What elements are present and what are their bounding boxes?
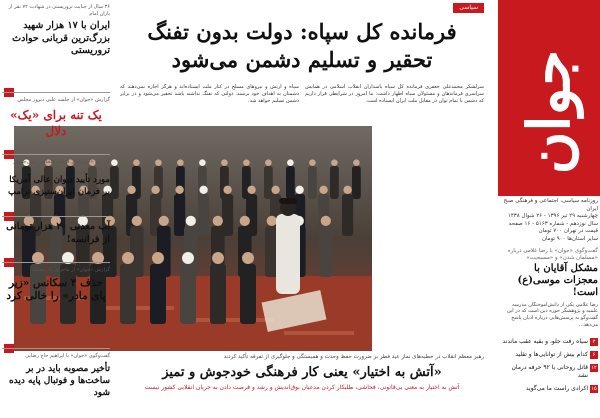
photo-caption: رهبر معظم انقلاب در خطبه‌های نماز عید فطر بر ضرورت حفظ وحدت و همبستگی و جلوگیری از تفرقه تأکید کردند — [223, 354, 484, 360]
story-headline: مورد تأیید دیوان عالی آمریکا بر فرمان ایران‌ستیزی ترامپ — [7, 175, 110, 197]
sidebar-story-6[interactable] — [2, 348, 110, 399]
headline-line: فرمانده کل سپاه: دولت بدون تفنگ — [147, 19, 457, 44]
person-head — [321, 216, 331, 226]
story-kicker: ۳۶ سال از جنایت تروریستی در شهادت ۷۲ نفر از یاران امام — [8, 4, 110, 17]
person-head — [265, 159, 272, 166]
story-headline: آب معدنی ۲۰ هزار تومانی از فرانسه! — [6, 221, 110, 245]
story-kicker: گزارش «جوان» از جلسه علنی دیروز مجلس — [17, 97, 110, 103]
headline-line: تحقیر و تسلیم دشمن می‌شود — [171, 47, 433, 72]
person-figure — [240, 264, 256, 324]
inside-pages-list — [500, 338, 598, 398]
person-head — [127, 186, 135, 194]
person-head — [199, 159, 206, 166]
side-story-kicker: گفت‌وگوی «جوان» با رضا غلامی درباره «مسلمان شدن» و «مسیحیت» — [507, 247, 598, 262]
person-figure — [352, 166, 361, 199]
list-item-text: کدام بیش از توانایی‌ها و تقلید — [515, 351, 588, 358]
person-head — [223, 186, 231, 194]
list-item-text: قاتل روحانی با ۹۲ حرفه درمان نشد — [511, 364, 588, 379]
list-item[interactable] — [500, 364, 598, 380]
sub-headline[interactable]: «آتش به اختیار» یعنی کار فرهنگی خودجوش و تمیز — [162, 365, 442, 380]
list-item[interactable] — [500, 385, 598, 393]
sidebar-story-3[interactable] — [2, 154, 110, 198]
person-head — [243, 159, 250, 166]
sidebar-story-1[interactable] — [2, 4, 110, 58]
date-line: روزنامه سیاسی، اجتماعی و فرهنگی صبح ایران — [503, 198, 598, 212]
person-head — [155, 159, 162, 166]
person-head — [199, 186, 207, 194]
side-story-headline: مشکل آقایان با معجزات موسی(ع) است! — [517, 262, 598, 298]
person-figure — [342, 194, 353, 236]
person-head — [319, 186, 327, 194]
person-head — [309, 159, 316, 166]
section-badge: سیاسی — [453, 3, 484, 13]
left-sidebar — [0, 0, 112, 418]
side-story-body: رضا غلامی یکی از دانش‌آموختگان مدرسه علمیه و پژوهشگر حوزه دین است که در این گفت‌وگو به پرسش‌هایی درباره ادیان پاسخ می‌دهد... — [507, 301, 598, 328]
person-head — [213, 216, 223, 226]
person-head — [132, 216, 142, 226]
person-figure — [308, 166, 317, 199]
person-head — [287, 159, 294, 166]
person-head — [343, 186, 351, 194]
lead-column: سرلشکر محمدعلی جعفری فرمانده کل سپاه پاسداران انقلاب اسلامی در همایش سراسری فرماندهان و مسئولان سپاه اظهار داشت: ما امروز در شرایطی قرار داریم که دشمن با تمام توان در مقابل ملت ایران ایستاده است. — [305, 84, 484, 104]
page-number: ۳ — [590, 338, 598, 346]
main-headline[interactable] — [120, 18, 484, 74]
person-figure — [174, 194, 185, 236]
masthead-logo-block — [498, 0, 600, 196]
story-headline: تأخیر مصوبه باید در بر ساخت‌ها و فوتبال پایه دیده شود — [8, 363, 110, 398]
person-head — [221, 159, 228, 166]
person-head — [122, 252, 134, 264]
story-headline: یک تنه برای «یک» دلال — [10, 107, 102, 138]
person-head — [331, 159, 338, 166]
person-head — [242, 252, 254, 264]
person-head — [186, 216, 196, 226]
price-line: سایر استان‌ها ۹۰۰ تومان — [541, 235, 598, 242]
story-kicker: گزارش «جوان» از فرمان جنجالی رئیس‌جمهور آمریکا — [13, 159, 110, 172]
person-figure — [198, 194, 209, 236]
person-head — [182, 252, 194, 264]
person-figure — [319, 226, 333, 277]
person-head — [177, 159, 184, 166]
list-item[interactable] — [500, 338, 598, 346]
sidebar-story-5[interactable] — [2, 262, 110, 304]
person-head — [353, 159, 360, 166]
issue-line: سال نوزدهم - شماره ۵۱۶۳ - ۱۶ صفحه — [508, 220, 598, 227]
story-kicker: گفت‌وگوی «جوان» با ابراهیم حاج رضایی — [25, 353, 110, 359]
masthead — [494, 0, 600, 418]
page-number: ۱۵ — [591, 386, 597, 392]
person-figure — [210, 264, 226, 324]
lead-text — [120, 84, 484, 120]
person-figure — [120, 264, 136, 324]
person-head — [133, 159, 140, 166]
story-kicker: گزارش «جوان» از ماجرای یک مستند — [32, 267, 110, 273]
page-number: ۱۲ — [591, 365, 597, 371]
lead-column: سپاه و ارتش و نیروهای مسلح در کنار ملت ایستاده‌اند و هرگز اجازه نمی‌دهند که دشمنان به اهداف خود برسند. دولتی که تفنگ نداشته باشد تحقیر می‌شود و در برابر دشمن تسلیم خواهد شد. — [120, 84, 299, 104]
person-head — [267, 216, 277, 226]
page-number: ۶ — [590, 351, 598, 359]
masthead-info — [500, 198, 598, 352]
newspaper-logo: جوان — [515, 49, 583, 175]
list-item[interactable] — [500, 351, 598, 359]
list-item-text: سیاه رفت جلو، و بقیه عقب ماندند — [502, 338, 588, 345]
person-head — [271, 186, 279, 194]
story-headline: ایران با ۱۷ هزار شهید بزرگ‌ترین قربانی حوادث تروریستی — [12, 20, 110, 57]
person-head — [247, 186, 255, 194]
story-headline: حذف ۴ سکانس «زیر پای مادر» را خالی کرد — [6, 276, 106, 303]
date-line: چهارشنبه ۲۹ تیر ۱۳۹۶ - ۲۶ شوال ۱۴۳۸ — [507, 213, 598, 220]
person-figure — [330, 166, 339, 199]
person-head — [295, 186, 303, 194]
person-head — [159, 216, 169, 226]
person-head — [152, 252, 164, 264]
price-line: قیمت در تهران ۷۰۰ تومان — [538, 228, 598, 235]
person-head — [240, 216, 250, 226]
person-figure — [150, 264, 166, 324]
person-head — [111, 159, 118, 166]
sub-headline-deck: آتش به اختیار به معنی بی‌قانونی، فحاشی، طلبکار کردن مدعیان بوق‌اندیش و رشد و فرصت دادن به جریان انقلابی کشور نیست — [144, 384, 460, 391]
list-item-text: اکرادی راست ما می‌گوید — [525, 385, 588, 392]
person-figure — [264, 166, 273, 199]
person-figure — [286, 166, 295, 199]
person-head — [175, 186, 183, 194]
person-head — [212, 252, 224, 264]
person-head — [151, 186, 159, 194]
sidebar-story-2[interactable] — [2, 92, 110, 139]
person-figure — [180, 264, 196, 324]
sidebar-story-4[interactable] — [2, 216, 110, 246]
